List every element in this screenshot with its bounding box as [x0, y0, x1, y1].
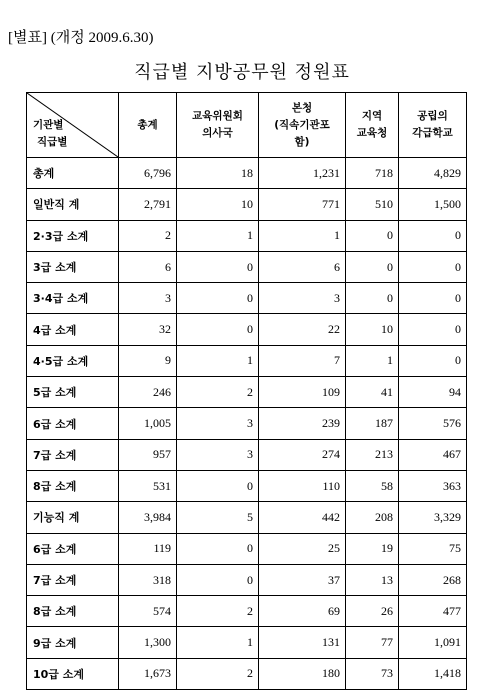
header-regional [346, 93, 399, 158]
cell-regional: 718 [346, 158, 399, 189]
table-row [27, 220, 467, 251]
cell-main-office: 442 [259, 502, 346, 533]
cell-main-office: 274 [259, 439, 346, 470]
cell-schools: 477 [399, 596, 467, 627]
cell-edu-committee: 10 [177, 189, 259, 220]
row-label: 7급 소계 [27, 564, 119, 595]
cell-total: 2 [119, 220, 177, 251]
cell-total: 9 [119, 345, 177, 376]
table-row [27, 408, 467, 439]
cell-regional: 0 [346, 220, 399, 251]
table-row [27, 314, 467, 345]
cell-total: 1,673 [119, 658, 177, 689]
cell-regional: 26 [346, 596, 399, 627]
header-institution-label: 기관별 [33, 119, 64, 131]
cell-main-office: 1,231 [259, 158, 346, 189]
table-row [27, 251, 467, 282]
table-row [27, 533, 467, 564]
cell-regional: 10 [346, 314, 399, 345]
header-edu-committee [177, 93, 259, 158]
row-label: 2·3급 소계 [27, 220, 119, 251]
cell-schools: 4,829 [399, 158, 467, 189]
page-title: 직급별 지방공무원 정원표 [134, 62, 350, 83]
staffing-table [26, 92, 467, 690]
cell-schools: 576 [399, 408, 467, 439]
cell-main-office: 37 [259, 564, 346, 595]
cell-schools: 467 [399, 439, 467, 470]
header-total [119, 93, 177, 158]
cell-edu-committee: 1 [177, 345, 259, 376]
table-row [27, 377, 467, 408]
cell-edu-committee: 0 [177, 533, 259, 564]
cell-regional: 0 [346, 283, 399, 314]
cell-schools: 0 [399, 345, 467, 376]
cell-main-office: 239 [259, 408, 346, 439]
cell-edu-committee: 0 [177, 314, 259, 345]
table-row [27, 564, 467, 595]
cell-regional: 208 [346, 502, 399, 533]
header-schools [399, 93, 467, 158]
cell-total: 957 [119, 439, 177, 470]
table-row [27, 502, 467, 533]
header-edu-committee-line1: 교육위원회 [192, 110, 243, 122]
cell-total: 3,984 [119, 502, 177, 533]
cell-regional: 77 [346, 627, 399, 658]
cell-regional: 510 [346, 189, 399, 220]
cell-main-office: 7 [259, 345, 346, 376]
table-row [27, 658, 467, 689]
table-row [27, 470, 467, 501]
header-note: [별표] (개정 2009.6.30) [8, 30, 154, 46]
row-label: 3·4급 소계 [27, 283, 119, 314]
cell-total: 574 [119, 596, 177, 627]
cell-total: 2,791 [119, 189, 177, 220]
cell-main-office: 109 [259, 377, 346, 408]
cell-main-office: 1 [259, 220, 346, 251]
cell-schools: 0 [399, 251, 467, 282]
cell-edu-committee: 2 [177, 377, 259, 408]
table-row [27, 345, 467, 376]
header-schools-line2: 각급학교 [412, 127, 453, 139]
cell-schools: 1,091 [399, 627, 467, 658]
table-header [27, 93, 467, 158]
cell-main-office: 25 [259, 533, 346, 564]
row-label: 일반직 계 [27, 189, 119, 220]
cell-schools: 0 [399, 314, 467, 345]
cell-main-office: 22 [259, 314, 346, 345]
cell-regional: 41 [346, 377, 399, 408]
cell-regional: 187 [346, 408, 399, 439]
table-row [27, 283, 467, 314]
row-label: 7급 소계 [27, 439, 119, 470]
cell-regional: 0 [346, 251, 399, 282]
row-label: 3급 소계 [27, 251, 119, 282]
cell-regional: 19 [346, 533, 399, 564]
cell-main-office: 771 [259, 189, 346, 220]
row-label: 5급 소계 [27, 377, 119, 408]
cell-main-office: 180 [259, 658, 346, 689]
table-row [27, 627, 467, 658]
cell-edu-committee: 18 [177, 158, 259, 189]
cell-regional: 213 [346, 439, 399, 470]
header-main-office-line1: 본청 [291, 101, 313, 114]
cell-edu-committee: 2 [177, 658, 259, 689]
cell-total: 3 [119, 283, 177, 314]
cell-total: 32 [119, 314, 177, 345]
cell-schools: 94 [399, 377, 467, 408]
row-label: 9급 소계 [27, 627, 119, 658]
cell-regional: 73 [346, 658, 399, 689]
row-label: 6급 소계 [27, 533, 119, 564]
cell-schools: 75 [399, 533, 467, 564]
cell-edu-committee: 1 [177, 220, 259, 251]
header-regional-line1: 지역 [361, 110, 383, 122]
header-edu-committee-line2: 의사국 [202, 127, 233, 139]
cell-edu-committee: 3 [177, 439, 259, 470]
cell-regional: 58 [346, 470, 399, 501]
row-label: 6급 소계 [27, 408, 119, 439]
cell-total: 531 [119, 470, 177, 501]
cell-main-office: 69 [259, 596, 346, 627]
cell-regional: 1 [346, 345, 399, 376]
row-label: 8급 소계 [27, 596, 119, 627]
row-label: 총계 [27, 158, 119, 189]
cell-edu-committee: 0 [177, 564, 259, 595]
cell-edu-committee: 0 [177, 470, 259, 501]
cell-regional: 13 [346, 564, 399, 595]
cell-total: 1,005 [119, 408, 177, 439]
header-main-office [259, 93, 346, 158]
cell-main-office: 6 [259, 251, 346, 282]
table-row [27, 158, 467, 189]
cell-total: 6,796 [119, 158, 177, 189]
header-schools-line1: 공립의 [417, 110, 448, 122]
cell-total: 1,300 [119, 627, 177, 658]
cell-schools: 363 [399, 470, 467, 501]
row-label: 8급 소계 [27, 470, 119, 501]
cell-total: 119 [119, 533, 177, 564]
row-label: 4급 소계 [27, 314, 119, 345]
cell-main-office: 131 [259, 627, 346, 658]
cell-edu-committee: 2 [177, 596, 259, 627]
header-total-label: 총계 [137, 118, 158, 131]
cell-schools: 1,500 [399, 189, 467, 220]
cell-edu-committee: 0 [177, 283, 259, 314]
row-label: 4·5급 소계 [27, 345, 119, 376]
cell-schools: 1,418 [399, 658, 467, 689]
table-body [27, 158, 467, 690]
table-row [27, 439, 467, 470]
cell-edu-committee: 0 [177, 251, 259, 282]
cell-schools: 3,329 [399, 502, 467, 533]
cell-main-office: 3 [259, 283, 346, 314]
cell-schools: 0 [399, 283, 467, 314]
row-label: 기능직 계 [27, 502, 119, 533]
row-label: 10급 소계 [27, 658, 119, 689]
header-grade-label: 직급별 [37, 136, 68, 148]
cell-total: 318 [119, 564, 177, 595]
cell-edu-committee: 3 [177, 408, 259, 439]
diagonal-header-cell [27, 93, 119, 158]
cell-schools: 268 [399, 564, 467, 595]
cell-total: 6 [119, 251, 177, 282]
header-regional-line2: 교육청 [356, 127, 388, 139]
table-row [27, 189, 467, 220]
cell-edu-committee: 1 [177, 627, 259, 658]
header-main-office-line3: 함) [294, 135, 310, 148]
header-main-office-line2: (직속기관포 [274, 118, 330, 131]
table-row [27, 596, 467, 627]
cell-schools: 0 [399, 220, 467, 251]
cell-edu-committee: 5 [177, 502, 259, 533]
cell-main-office: 110 [259, 470, 346, 501]
cell-total: 246 [119, 377, 177, 408]
